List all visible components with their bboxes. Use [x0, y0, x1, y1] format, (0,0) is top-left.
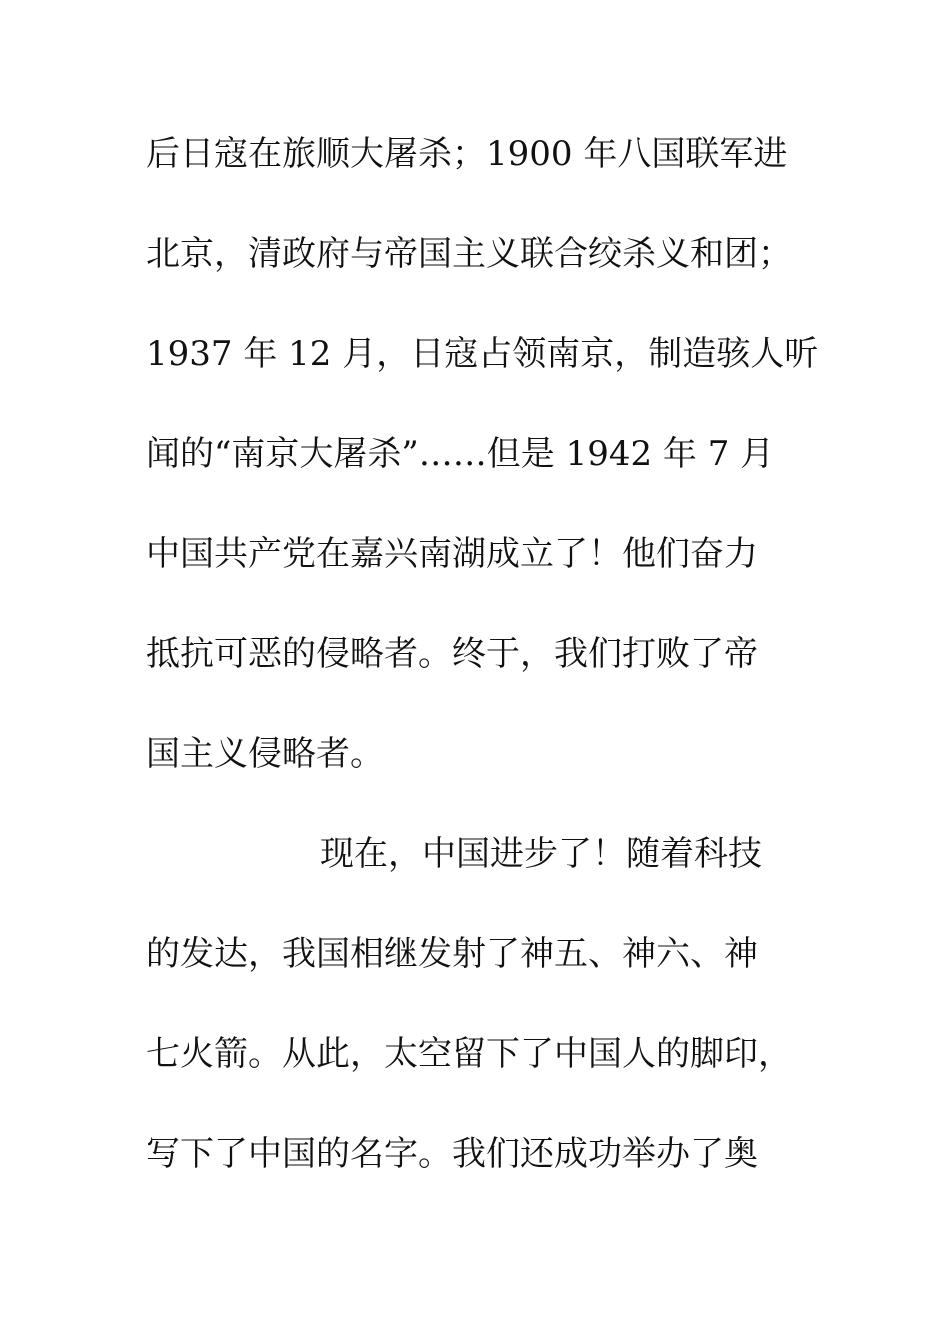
paragraph-line-6: 抵抗可恶的侵略者。终于，我们打败了帝: [146, 634, 758, 674]
paragraph-line-7: 国主义侵略者。: [146, 734, 384, 774]
paragraph-line-9: 的发达，我国相继发射了神五、神六、神: [146, 934, 758, 974]
paragraph-line-11: 写下了中国的名字。我们还成功举办了奥: [146, 1134, 758, 1174]
paragraph-line-2: 北京，清政府与帝国主义联合绞杀义和团；: [146, 234, 792, 274]
paragraph-line-8: 现在，中国进步了！随着科技: [320, 834, 762, 874]
paragraph-line-3: 1937 年 12 月，日寇占领南京，制造骇人听: [146, 334, 819, 374]
paragraph-line-1: 后日寇在旅顺大屠杀；1900 年八国联军进: [146, 134, 788, 174]
paragraph-line-5: 中国共产党在嘉兴南湖成立了！他们奋力: [146, 534, 758, 574]
paragraph-line-4: 闻的“南京大屠杀”……但是 1942 年 7 月: [146, 434, 775, 474]
paragraph-line-10: 七火箭。从此，太空留下了中国人的脚印，: [146, 1034, 792, 1074]
